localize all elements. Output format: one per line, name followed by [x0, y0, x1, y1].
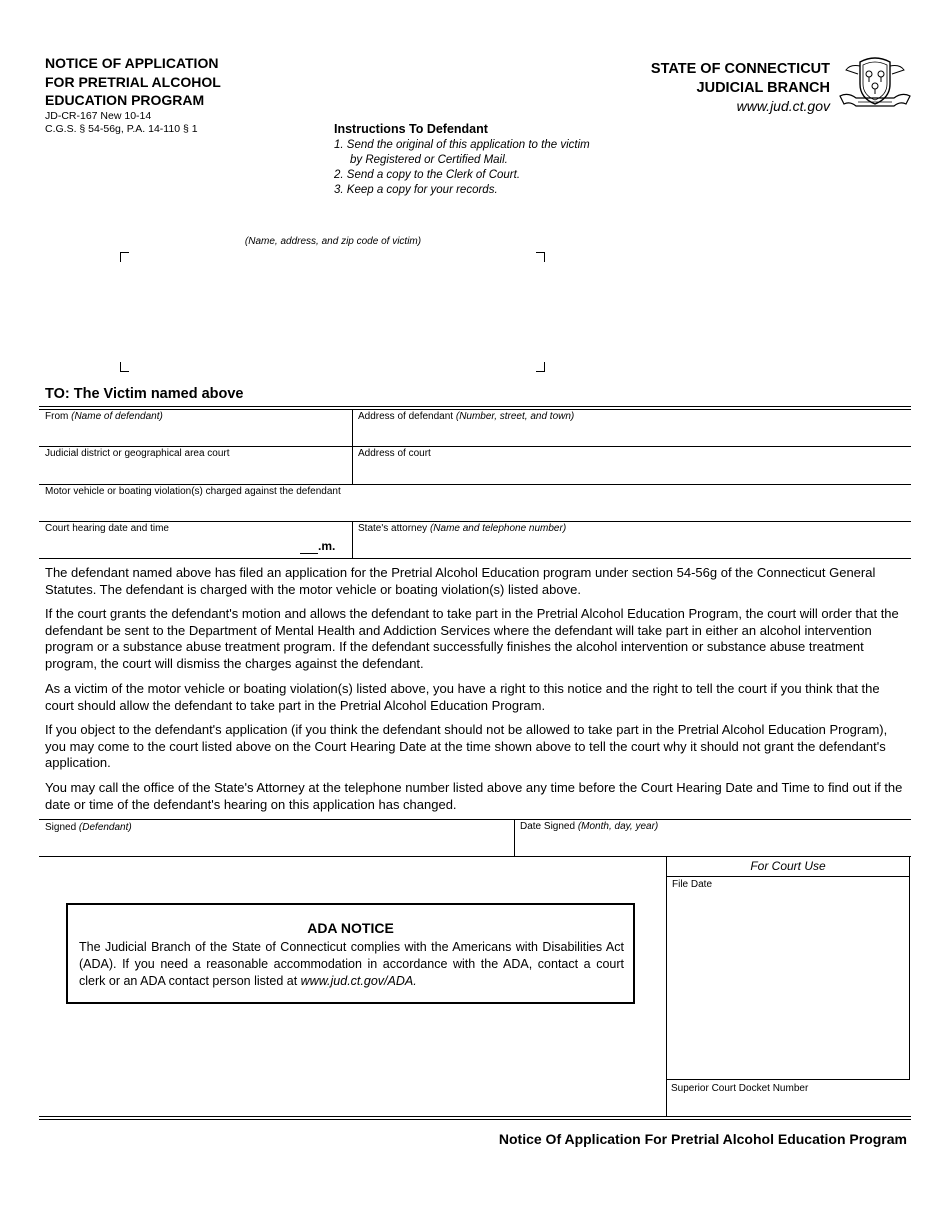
instruction-item: 1. Send the original of this application to the victim	[334, 139, 590, 151]
ada-notice	[66, 903, 635, 1004]
form-title: NOTICE OF APPLICATION FOR PRETRIAL ALCOHOL EDUCATION PROGRAM	[45, 55, 221, 108]
rule	[39, 446, 911, 447]
rule	[39, 819, 911, 820]
paragraph: You may call the office of the State's Attorney at the telephone number listed above any time before the Court Hearing Date and Time to find out if the date or time of the defendant's hearing on this application has changed.	[45, 780, 903, 812]
rule	[39, 558, 911, 559]
ada-title: ADA NOTICE	[307, 920, 394, 936]
issuer-block	[651, 60, 830, 116]
instructions-heading: Instructions To Defendant	[334, 122, 488, 136]
court-use-box	[666, 856, 910, 1080]
violation-field[interactable]: Motor vehicle or boating violation(s) charged against the defendant	[45, 486, 341, 497]
paragraph: As a victim of the motor vehicle or boating violation(s) listed above, you have a right to this notice and the right to tell the court if you think that the court should allow the defendant to take part in the Pretrial Alcohol Education Program.	[45, 681, 880, 713]
hearing-ampm-field[interactable]: .m.	[300, 539, 335, 554]
paragraph: If the court grants the defendant's motion and allows the defendant to take part in the Pretrial Alcohol Education Program, the court will order that the defendant be sent to the Department of Mental Health and Addiction Services where the defendant will take part in either an alcohol intervention program or a substance abuse treatment program. If the defendant successfully finishes the alcohol intervention or substance abuse treatment program, the court will dismiss the charges against the defendant.	[45, 606, 899, 671]
statute-reference: C.G.S. § 54-56g, P.A. 14-110 § 1	[45, 123, 198, 135]
instructions	[334, 122, 590, 198]
victim-address-caption: (Name, address, and zip code of victim)	[244, 236, 422, 247]
defendant-address-field[interactable]: Address of defendant (Number, street, and town)	[358, 411, 575, 422]
form-number: JD-CR-167 New 10-14	[45, 110, 152, 122]
states-attorney-field[interactable]: State's attorney (Name and telephone number)	[358, 523, 567, 534]
state-seal-icon	[838, 52, 912, 114]
rule	[39, 406, 911, 407]
column-divider	[666, 1080, 667, 1116]
footer-title: Notice Of Application For Pretrial Alcohol Education Program	[498, 1131, 907, 1147]
ampm-blank	[300, 539, 318, 554]
column-divider	[514, 819, 515, 856]
ada-text: The Judicial Branch of the State of Connecticut complies with the Americans with Disabilities Act (ADA). If you need a reasonable accommodation in accordance with the ADA, contact a court clerk or an ADA contact person listed at www.jud.ct.gov/ADA.	[79, 940, 624, 988]
date-signed-field[interactable]: Date Signed (Month, day, year)	[520, 821, 659, 832]
instruction-item: 2. Send a copy to the Clerk of Court.	[334, 169, 521, 181]
branch-name: JUDICIAL BRANCH	[696, 79, 830, 96]
file-date-field[interactable]: File Date	[672, 879, 713, 890]
court-use-heading: For Court Use	[750, 859, 826, 873]
court-field[interactable]: Judicial district or geographical area court	[45, 448, 230, 459]
column-divider	[352, 521, 353, 558]
paragraph: The defendant named above has filed an application for the Pretrial Alcohol Education program under section 54-56g of the Connecticut General Statutes. The defendant is charged with the motor vehicle or boating violation(s) listed above.	[45, 565, 876, 597]
instruction-item: by Registered or Certified Mail.	[350, 154, 508, 166]
hearing-date-field[interactable]: Court hearing date and time	[45, 523, 169, 534]
from-field[interactable]: From (Name of defendant)	[45, 411, 163, 422]
to-heading: TO: The Victim named above	[45, 386, 244, 402]
corner-mark-bottom-right	[536, 362, 545, 372]
signature-field[interactable]: Signed (Defendant)	[45, 822, 132, 833]
paragraph: If you object to the defendant's application (if you think the defendant should not be allowed to take part in the Pretrial Alcohol Education Program), you may come to the court listed above on the Court Hearing Date at the time shown above to tell the court why it should not grant the defendant's application.	[45, 722, 888, 771]
rule	[39, 484, 911, 485]
website: www.jud.ct.gov	[736, 98, 830, 114]
rule	[667, 876, 909, 877]
instruction-item: 3. Keep a copy for your records.	[334, 184, 498, 196]
rule	[39, 409, 911, 410]
court-address-field[interactable]: Address of court	[358, 448, 431, 459]
column-divider	[352, 409, 353, 484]
docket-number-field[interactable]: Superior Court Docket Number	[671, 1083, 809, 1094]
corner-mark-bottom-left	[120, 362, 129, 372]
rule	[39, 1116, 911, 1117]
form-number-block	[45, 110, 198, 136]
ada-link[interactable]: www.jud.ct.gov/ADA.	[300, 974, 417, 988]
state-name: STATE OF CONNECTICUT	[650, 61, 830, 77]
corner-mark-top-left	[120, 252, 129, 262]
rule	[39, 521, 911, 522]
rule	[39, 1119, 911, 1120]
corner-mark-top-right	[536, 252, 545, 262]
